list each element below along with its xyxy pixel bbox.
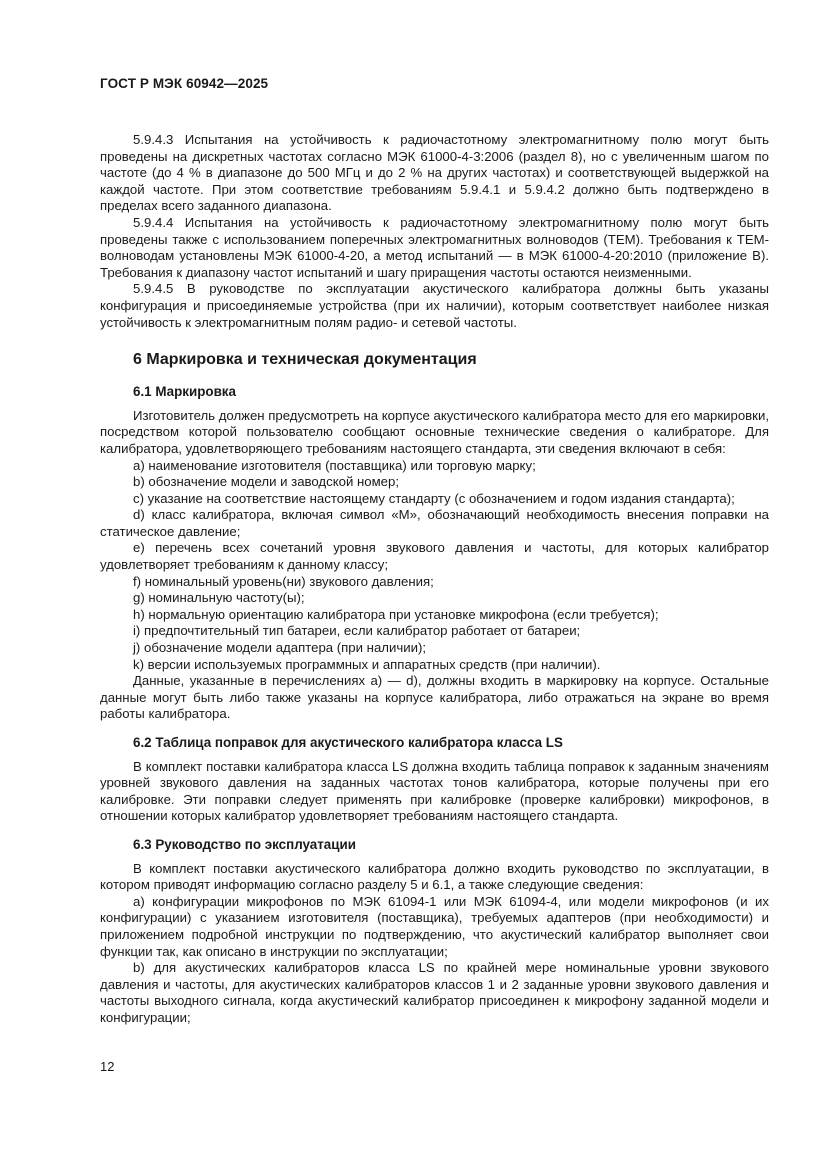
list-item: h) нормальную ориентацию калибратора при установке микрофона (если требуется); [133, 606, 659, 622]
list-item: а) конфигурации микрофонов по МЭК 61094-1 или МЭК 61094-4, или модели микрофонов (и их конфигурации) с указанием изготовителя (поставщика), требуемых адаптеров (при необходимости) и приложением подробной инструкции по подтверждению, что акустический калибратор выполняет свои функции так, как описано в инструкции по эксплуатации; [100, 893, 769, 959]
paragraph: Данные, указанные в перечислениях а) — d), должны входить в маркировку на корпусе. Остальные данные могут быть либо также указаны на корпусе калибратора, либо отражаться на экране во время работы калибратора. [100, 673, 769, 722]
list-item: b) для акустических калибраторов класса LS по крайней мере номинальные уровни звукового давления и частоты, для акустических калибраторов классов 1 и 2 заданные уровни звукового давления и частоты выходного сигнала, когда акустический калибратор присоединен к микрофону заданной модели и конфигурации; [100, 960, 769, 1025]
list-item: e) перечень всех сочетаний уровня звукового давления и частоты, для которых калибратор удовлетворяет требованиям к данному классу; [100, 540, 769, 573]
list-item: g) номинальную частоту(ы); [133, 590, 305, 606]
paragraph: 5.9.4.5 В руководстве по эксплуатации акустического калибратора должны быть указаны конфигурация и присоединяемые устройства (при их наличии), которым соответствует наиболее низкая устойчивость к электромагнитным полям радио- и сетевой частоты. [100, 281, 769, 330]
list-item: f) номинальный уровень(ни) звукового давления; [133, 573, 434, 589]
list-item: b) обозначение модели и заводской номер; [133, 474, 400, 490]
paragraph: 5.9.4.4 Испытания на устойчивость к радиочастотному электромагнитному полю могут быть проведены также с использованием поперечных электромагнитных волноводов (ТЕМ). Требования к ТЕМ-волноводам установлены МЭК 61000-4-20, а метод испытаний — в МЭК 61000-4-20:2010 (приложение В). Требования к диапазону частот испытаний и шагу приращения частоты остаются неизменными. [100, 214, 769, 280]
subsection-heading: 6.2 Таблица поправок для акустического калибратора класса LS [133, 735, 563, 750]
list-item: a) наименование изготовителя (поставщика) или торговую марку; [133, 457, 536, 473]
list-item: j) обозначение модели адаптера (при наличии); [133, 640, 427, 656]
paragraph: Изготовитель должен предусмотреть на корпусе акустического калибратора место для его маркировки, посредством которой пользователю сообщают основные технические сведения о калибраторе. Для калибратора, удовлетворяющего требованиям настоящего стандарта, эти сведения включают в себя: [100, 407, 769, 456]
document-header: ГОСТ Р МЭК 60942—2025 [100, 76, 269, 91]
page-number: 12 [100, 1059, 115, 1074]
paragraph: В комплект поставки акустического калибратора должно входить руководство по эксплуатации, в котором приводят информацию согласно разделу 5 и 6.1, а также следующие сведения: [100, 860, 769, 893]
paragraph: 5.9.4.3 Испытания на устойчивость к радиочастотному электромагнитному полю могут быть проведены на дискретных частотах согласно МЭК 61000-4-3:2006 (раздел 8), но с увеличенным шагом по частоте (до 4 % в диапазоне до 500 МГц и до 2 % на других частотах) и соответствующей выдержкой на каждой частоте. При этом соответствие требованиям 5.9.4.1 и 5.9.4.2 должно быть подтверждено в пределах всего заданного диапазона. [100, 132, 769, 214]
paragraph: В комплект поставки калибратора класса LS должна входить таблица поправок к заданным значениям уровней звукового давления на заданных частотах тонов калибратора, которые получены при его калибровке. Эти поправки следует применять при калибровке (проверке калибровки) микрофонов, в отношении которых калибратор удовлетворяет требованиям настоящего стандарта. [100, 758, 769, 824]
list-item: k) версии используемых программных и аппаратных средств (при наличии). [133, 656, 601, 672]
subsection-heading: 6.3 Руководство по эксплуатации [133, 836, 356, 852]
list-item: i) предпочтительный тип батареи, если калибратор работает от батареи; [133, 623, 581, 639]
document-body [100, 132, 769, 1027]
list-item: d) класс калибратора, включая символ «М», обозначающий необходимость внесения поправки на статическое давление; [100, 507, 769, 539]
section-heading: 6 Маркировка и техническая документация [133, 351, 477, 369]
list-item: c) указание на соответствие настоящему стандарту (с обозначением и годом издания стандарта); [133, 490, 735, 506]
subsection-heading: 6.1 Маркировка [133, 384, 236, 400]
